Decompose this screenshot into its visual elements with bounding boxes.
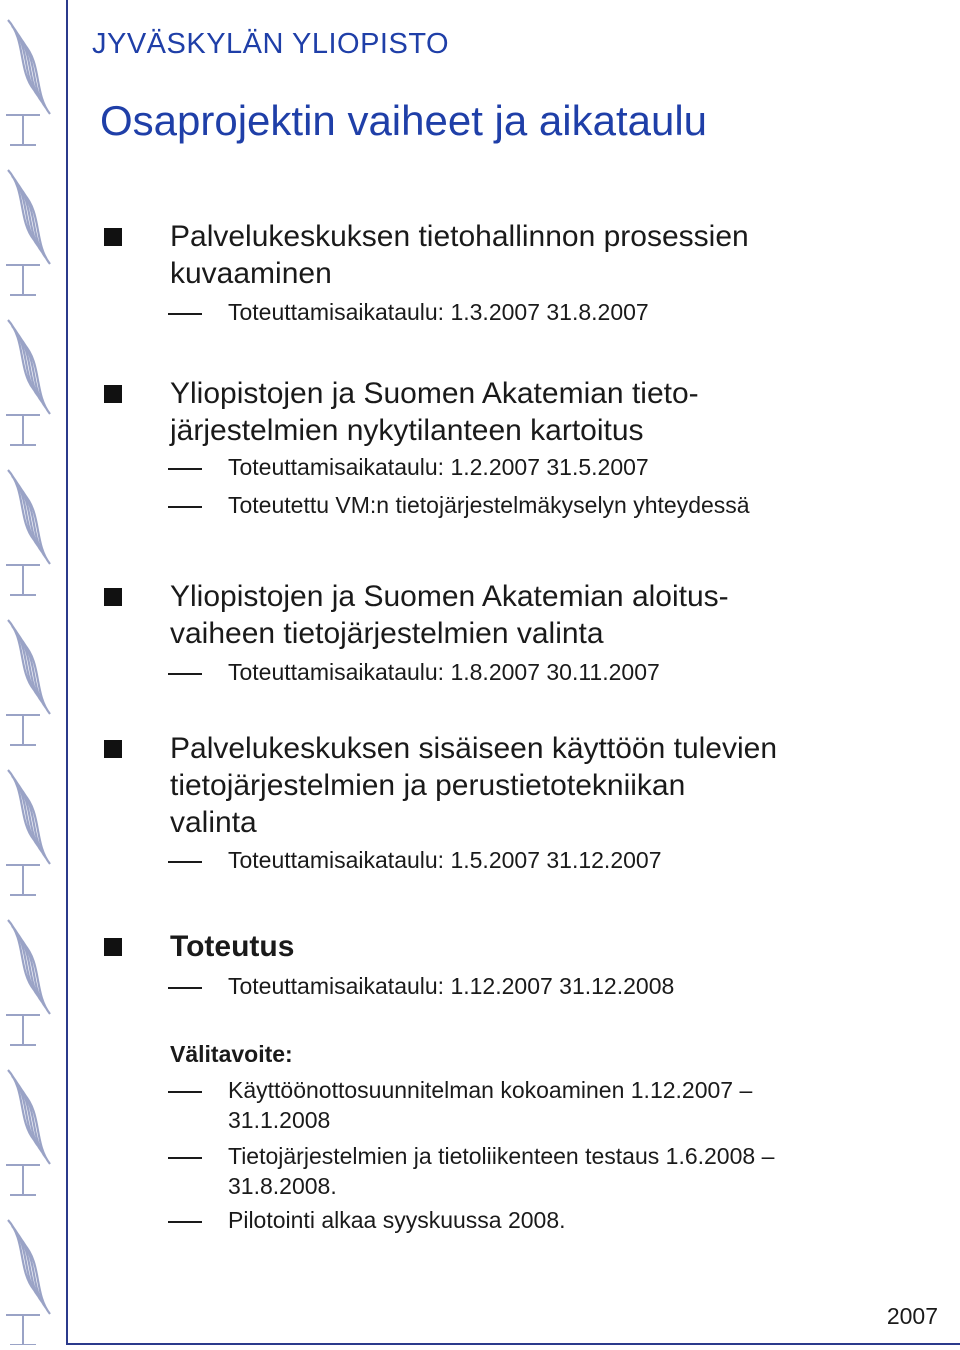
milestone-line: Tietojärjestelmien ja tietoliikenteen testaus 1.6.2008 – bbox=[228, 1143, 775, 1169]
dash-icon bbox=[168, 1091, 202, 1093]
heading-line: tietojärjestelmien ja perustietotekniikan bbox=[170, 769, 686, 802]
heading-line: järjestelmien nykytilanteen kartoitus bbox=[170, 414, 644, 447]
square-bullet-icon bbox=[104, 938, 122, 956]
heading-line: Yliopistojen ja Suomen Akatemian tieto- bbox=[170, 377, 699, 410]
phase-note: Toteutettu VM:n tietojärjestelmäkyselyn yhteydessä bbox=[228, 492, 750, 518]
dash-icon bbox=[168, 468, 202, 470]
dash-icon bbox=[168, 1221, 202, 1223]
page-title: Osaprojektin vaiheet ja aikataulu bbox=[100, 97, 708, 144]
dash-icon bbox=[168, 673, 202, 675]
phase-schedule: Toteuttamisaikataulu: 1.5.2007 31.12.2007 bbox=[228, 847, 662, 873]
square-bullet-icon bbox=[104, 588, 122, 606]
milestone-line: 31.8.2008. bbox=[228, 1173, 337, 1199]
dash-icon bbox=[168, 313, 202, 315]
phase-heading bbox=[170, 578, 930, 652]
milestone-line: Käyttöönottosuunnitelman kokoaminen 1.12.2007 – bbox=[228, 1077, 753, 1103]
milestones-label: Välitavoite: bbox=[170, 1041, 293, 1067]
phase-schedule: Toteuttamisaikataulu: 1.12.2007 31.12.2008 bbox=[228, 973, 675, 999]
phase-heading bbox=[170, 375, 930, 449]
heading-line: Toteutus bbox=[170, 930, 295, 963]
dash-icon bbox=[168, 506, 202, 508]
heading-line: Yliopistojen ja Suomen Akatemian aloitus- bbox=[170, 580, 729, 613]
phase-heading bbox=[170, 928, 930, 965]
heading-line: kuvaaminen bbox=[170, 257, 332, 290]
milestone-entry bbox=[228, 1205, 566, 1235]
square-bullet-icon bbox=[104, 228, 122, 246]
milestone-line: Pilotointi alkaa syyskuussa 2008. bbox=[228, 1207, 566, 1233]
dash-icon bbox=[168, 861, 202, 863]
milestone-line: 31.1.2008 bbox=[228, 1107, 331, 1133]
footer-year: 2007 bbox=[886, 1303, 938, 1329]
heading-line: Palvelukeskuksen sisäiseen käyttöön tulevien bbox=[170, 732, 778, 765]
phase-schedule: Toteuttamisaikataulu: 1.8.2007 30.11.2007 bbox=[228, 659, 660, 685]
square-bullet-icon bbox=[104, 385, 122, 403]
square-bullet-icon bbox=[104, 740, 122, 758]
phase-heading bbox=[170, 730, 930, 841]
phase-schedule: Toteuttamisaikataulu: 1.2.2007 31.5.2007 bbox=[228, 454, 649, 480]
milestone-entry bbox=[228, 1075, 752, 1135]
phase-schedule: Toteuttamisaikataulu: 1.3.2007 31.8.2007 bbox=[228, 299, 649, 325]
heading-line: vaiheen tietojärjestelmien valinta bbox=[170, 617, 604, 650]
phase-heading bbox=[170, 218, 930, 292]
heading-line: Palvelukeskuksen tietohallinnon prosessien bbox=[170, 220, 749, 253]
dash-icon bbox=[168, 1157, 202, 1159]
dash-icon bbox=[168, 987, 202, 989]
university-name: JYVÄSKYLÄN YLIOPISTO bbox=[92, 28, 450, 60]
milestone-entry bbox=[228, 1141, 774, 1201]
heading-line: valinta bbox=[170, 806, 257, 839]
